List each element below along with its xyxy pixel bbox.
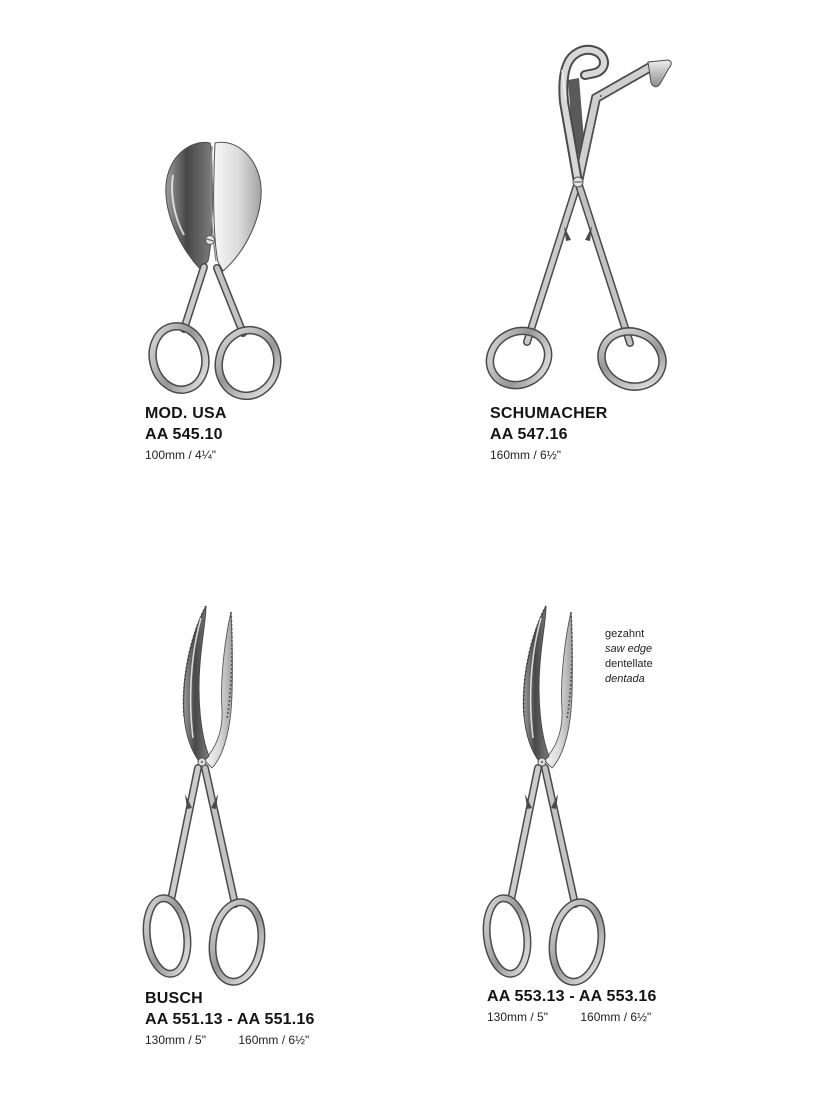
product-size: 130mm / 5": [487, 1010, 548, 1024]
finger-rings: [480, 320, 671, 395]
pivot-screw: [573, 177, 583, 187]
umbilical-scissors-spoon-illustration: [140, 135, 310, 400]
product-name: SCHUMACHER: [490, 405, 608, 422]
product-size: 160mm / 6½": [490, 448, 561, 462]
pivot-screw: [206, 236, 215, 245]
product-caption-mod-usa: [145, 403, 235, 462]
product-caption-aa553: [487, 986, 657, 1024]
instrument-image-mod-usa: [140, 135, 310, 400]
product-code: AA 545.10: [145, 426, 223, 443]
product-sizes: [145, 448, 235, 462]
product-code: AA 553.13 - AA 553.16: [487, 988, 657, 1005]
curved-umbilical-scissors-illustration: [135, 598, 275, 988]
annotation-line-es: dentada: [605, 673, 645, 685]
product-caption-busch: [145, 988, 315, 1047]
spoon-blades: [166, 142, 261, 271]
product-name: BUSCH: [145, 990, 203, 1007]
handles: [171, 768, 235, 904]
product-sizes: [490, 448, 608, 462]
pivot-screw: [198, 758, 206, 766]
handles: [527, 182, 630, 343]
instrument-image-aa553: [475, 598, 615, 988]
instrument-image-busch: [135, 598, 275, 988]
product-size: 160mm / 6½": [580, 1010, 652, 1024]
product-sizes: [487, 1010, 657, 1024]
annotation-line-en: saw edge: [605, 643, 653, 655]
product-size: 100mm / 4¼": [145, 448, 216, 462]
finger-rings: [146, 321, 284, 400]
product-name: MOD. USA: [145, 405, 227, 422]
product-code: AA 547.16: [490, 426, 568, 443]
finger-rings: [143, 896, 267, 985]
handles: [511, 768, 575, 904]
product-caption-schumacher: [490, 403, 608, 462]
product-size: 160mm / 6½": [238, 1033, 310, 1047]
instrument-image-schumacher: [480, 40, 700, 400]
curved-blades: [184, 606, 233, 768]
saw-edge-annotation: [605, 627, 653, 687]
product-sizes: [145, 1033, 315, 1047]
product-size: 130mm / 5": [145, 1033, 206, 1047]
curved-umbilical-scissors-illustration: [475, 598, 615, 988]
shank-step-right: [585, 226, 592, 241]
shank-step-left: [564, 226, 571, 241]
pivot-screw: [538, 758, 546, 766]
annotation-line-de: gezahnt: [605, 628, 645, 640]
curved-blades: [524, 606, 573, 768]
product-code: AA 551.13 - AA 551.16: [145, 1011, 315, 1028]
annotation-line-it: dentellate: [605, 658, 653, 670]
finger-rings: [483, 896, 607, 985]
umbilical-scissors-hooked-illustration: [480, 40, 700, 400]
shanks: [184, 267, 243, 333]
